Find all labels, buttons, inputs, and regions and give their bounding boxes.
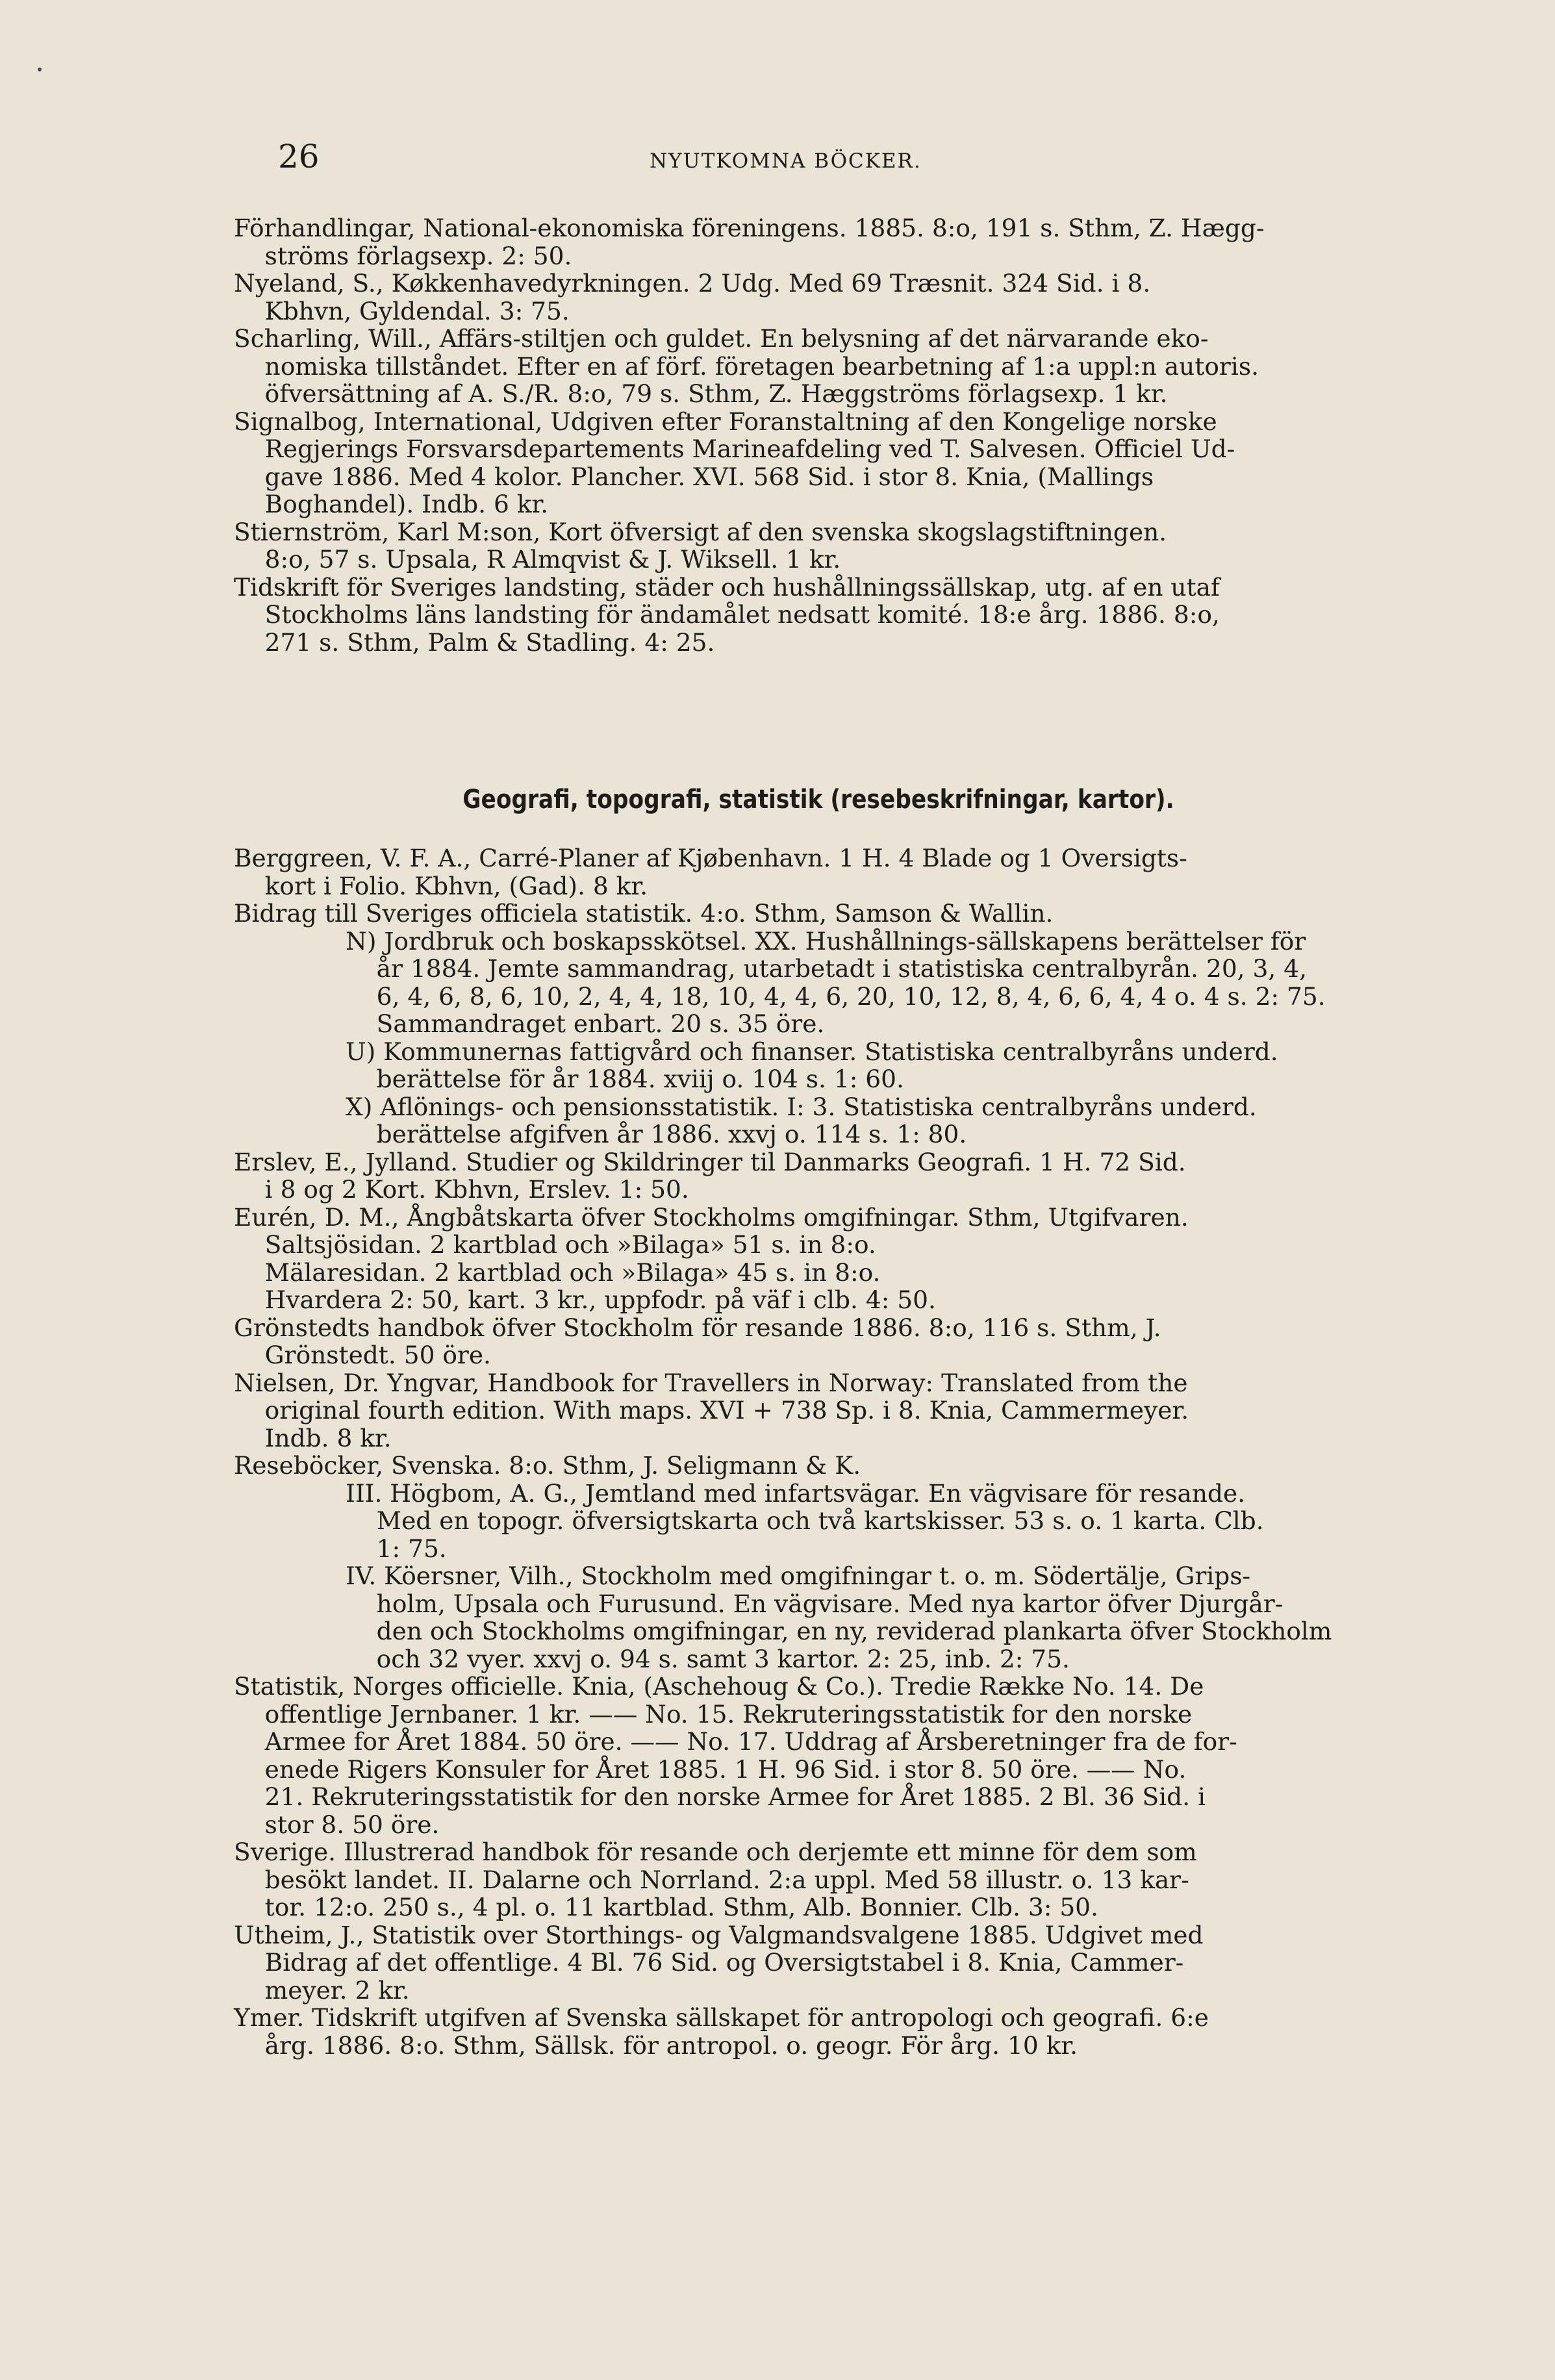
entry-line: Nielsen, Dr. Yngvar, Handbook for Travellers in Norway: Translated from the: [234, 1368, 1188, 1397]
ink-speck: [38, 68, 42, 71]
entry-line: Stiernström, Karl M:son, Kort öfversigt af den svenska skogslagstiftningen.: [234, 517, 1167, 546]
entry-line: Armee for Året 1884. 50 öre. —— No. 17. Uddrag af Årsberetninger fra de for-: [234, 1727, 1237, 1756]
entry-line: III. Högbom, A. G., Jemtland med infartsvägar. En vägvisare för resande.: [346, 1478, 1246, 1508]
entry-line: årg. 1886. 8:o. Sthm, Sällsk. för antropol. o. geogr. För årg. 10 kr.: [234, 2031, 1078, 2060]
bibliography-entry: [234, 1148, 1403, 1204]
entry-line: meyer. 2 kr.: [234, 1975, 410, 2005]
entry-line: holm, Upsala och Furusund. En vägvisare. Med nya kartor öfver Djurgår-: [346, 1589, 1283, 1618]
entry-line: enede Rigers Konsuler for Året 1885. 1 H. 96 Sid. i stor 8. 50 öre. —— No.: [234, 1754, 1187, 1784]
sub-entry: [234, 928, 1403, 1038]
running-title: NYUTKOMNA BÖCKER.: [650, 149, 922, 173]
entry-line: Boghandel). Indb. 6 kr.: [234, 490, 549, 518]
bibliography-entry: [234, 408, 1403, 518]
entry-line: 21. Rekruteringsstatistik for den norske Armee for Året 1885. 2 Bl. 36 Sid. i: [234, 1782, 1206, 1811]
entry-line: Grönstedt. 50 öre.: [234, 1341, 491, 1369]
entry-line: X) Aflönings- och pensionsstatistik. I: 3. Statistiska centralbyråns underd.: [346, 1092, 1257, 1121]
entry-line: Sverige. Illustrerad handbok för resande och derjemte ett minne för dem som: [234, 1838, 1197, 1866]
entry-line: berättelse afgifven år 1886. xxvj o. 114 s. 1: 80.: [346, 1120, 967, 1148]
entry-line: Scharling, Will., Affärs-stiltjen och guldet. En belysning af det närvarande eko-: [234, 324, 1209, 353]
bibliography-entry: [234, 574, 1403, 657]
entry-line: Förhandlingar, National-ekonomiska föreningens. 1885. 8:o, 191 s. Sthm, Z. Hægg-: [234, 214, 1265, 242]
entry-line: U) Kommunernas fattigvård och finanser. Statistiska centralbyråns underd.: [346, 1037, 1278, 1066]
entry-line: Bidrag till Sveriges officiela statistik. 4:o. Sthm, Samson & Wallin.: [234, 899, 1054, 928]
bibliography-entry: [234, 214, 1403, 270]
bibliography-entry: [234, 1204, 1403, 1314]
entry-line: Saltsjösidan. 2 kartblad och »Bilaga» 51 s. in 8:o.: [234, 1230, 876, 1259]
bibliography-entry: [234, 900, 1403, 928]
entry-line: Mälaresidan. 2 kartblad och »Bilaga» 45 s. in 8:o.: [234, 1258, 881, 1287]
page-number: 26: [278, 138, 320, 175]
sub-entry: [234, 1562, 1403, 1673]
entry-line: och 32 vyer. xxvj o. 94 s. samt 3 kartor. 2: 25, inb. 2: 75.: [346, 1644, 1070, 1673]
bibliography-entry: [234, 1673, 1403, 1838]
sub-entry: [234, 1093, 1403, 1148]
bibliography-entry: [234, 1452, 1403, 1480]
entry-line: den och Stockholms omgifningar, en ny, reviderad plankarta öfver Stockholm: [346, 1617, 1332, 1645]
entry-line: 271 s. Sthm, Palm & Stadling. 4: 25.: [234, 627, 715, 657]
entry-line: 8:o, 57 s. Upsala, R Almqvist & J. Wiksell. 1 kr.: [234, 545, 841, 574]
entry-line: Reseböcker, Svenska. 8:o. Sthm, J. Seligmann & K.: [234, 1451, 861, 1480]
bibliography-entry: [234, 325, 1403, 408]
entry-line: Statistik, Norges officielle. Knia, (Aschehoug & Co.). Tredie Række No. 14. De: [234, 1672, 1204, 1701]
entry-line: Nyeland, S., Køkkenhavedyrkningen. 2 Udg. Med 69 Træsnit. 324 Sid. i 8.: [234, 269, 1151, 298]
entry-line: berättelse för år 1884. xviij o. 104 s. 1: 60.: [346, 1065, 904, 1093]
bibliography-entry: [234, 1838, 1403, 1921]
entry-line: Kbhvn, Gyldendal. 3: 75.: [234, 296, 570, 325]
bibliography-entry: [234, 270, 1403, 325]
entries-block-geography: [234, 844, 1403, 2059]
entry-line: original fourth edition. With maps. XVI + 738 Sp. i 8. Knia, Cammermeyer.: [234, 1396, 1189, 1424]
entry-line: N) Jordbruk och boskapsskötsel. XX. Hushållnings-sällskapens berättelser för: [346, 926, 1306, 956]
entry-line: nomiska tillståndet. Efter en af förf. företagen bearbetning af 1:a uppl:n autoris.: [234, 351, 1259, 381]
entry-line: gave 1886. Med 4 kolor. Plancher. XVI. 568 Sid. i stor 8. Knia, (Mallings: [234, 462, 1154, 491]
entry-line: Signalbog, International, Udgiven efter Foranstaltning af den Kongelige norske: [234, 407, 1217, 436]
entry-line: 1: 75.: [346, 1534, 447, 1563]
entry-line: Grönstedts handbok öfver Stockholm för resande 1886. 8:o, 116 s. Sthm, J.: [234, 1313, 1161, 1342]
entry-line: Sammandraget enbart. 20 s. 35 öre.: [346, 1009, 825, 1038]
entry-line: tor. 12:o. 250 s., 4 pl. o. 11 kartblad. Sthm, Alb. Bonnier. Clb. 3: 50.: [234, 1893, 1098, 1921]
bibliography-entry: [234, 1314, 1403, 1369]
entry-line: i 8 og 2 Kort. Kbhvn, Erslev. 1: 50.: [234, 1175, 689, 1204]
entry-line: IV. Köersner, Vilh., Stockholm med omgifningar t. o. m. Södertälje, Grips-: [346, 1562, 1251, 1590]
entry-line: offentlige Jernbaner. 1 kr. —— No. 15. Rekruteringsstatistik for den norske: [234, 1699, 1193, 1728]
entry-line: stor 8. 50 öre.: [234, 1810, 440, 1839]
entry-line: Berggreen, V. F. A., Carré-Planer af Kjøbenhavn. 1 H. 4 Blade og 1 Oversigts-: [234, 844, 1187, 872]
bibliography-entry: [234, 1369, 1403, 1452]
bibliography-entry: [234, 2004, 1403, 2059]
bibliography-entry: [234, 518, 1403, 574]
entry-line: Eurén, D. M., Ångbåtskarta öfver Stockholms omgifningar. Sthm, Utgifvaren.: [234, 1202, 1189, 1232]
bibliography-entry: [234, 1921, 1403, 2005]
section-heading: Geografi, topografi, statistik (resebeskrifningar, kartor).: [462, 785, 1174, 815]
entry-line: Regjerings Forsvarsdepartements Marineafdeling ved T. Salvesen. Officiel Ud-: [234, 435, 1235, 463]
entry-line: Bidrag af det offentlige. 4 Bl. 76 Sid. og Oversigtstabel i 8. Knia, Cammer-: [234, 1948, 1184, 1977]
entry-line: Indb. 8 kr.: [234, 1423, 392, 1452]
entry-line: öfversättning af A. S./R. 8:o, 79 s. Sthm, Z. Hæggströms förlagsexp. 1 kr.: [234, 379, 1168, 408]
bibliography-entry: [234, 844, 1403, 900]
entry-line: Hvardera 2: 50, kart. 3 kr., uppfodr. på väf i clb. 4: 50.: [234, 1285, 936, 1314]
sub-entry: [234, 1038, 1403, 1093]
entry-line: Tidskrift för Sveriges landsting, städer och hushållningssällskap, utg. af en utaf: [234, 572, 1220, 601]
entry-line: Erslev, E., Jylland. Studier og Skildringer til Danmarks Geografi. 1 H. 72 Sid.: [234, 1147, 1186, 1176]
entry-line: år 1884. Jemte sammandrag, utarbetadt i statistiska centralbyrån. 20, 3, 4,: [346, 954, 1308, 983]
entry-line: kort i Folio. Kbhvn, (Gad). 8 kr.: [234, 871, 648, 900]
page-header: [234, 138, 1403, 190]
sub-entry: [234, 1480, 1403, 1563]
entry-line: 6, 4, 6, 8, 6, 10, 2, 4, 4, 18, 10, 4, 4, 6, 20, 10, 12, 8, 4, 6, 6, 4, 4 o. 4 s. 2: 75.: [346, 981, 1326, 1011]
entry-line: besökt landet. II. Dalarne och Norrland. 2:a uppl. Med 58 illustr. o. 13 kar-: [234, 1865, 1189, 1894]
entry-line: Ymer. Tidskrift utgifven af Svenska sällskapet för antropologi och geografi. 6:e: [234, 2003, 1209, 2032]
entry-line: Med en topogr. öfversigtskarta och två kartskisser. 53 s. o. 1 karta. Clb.: [346, 1506, 1264, 1535]
entry-line: Stockholms läns landsting för ändamålet nedsatt komité. 18:e årg. 1886. 8:o,: [234, 600, 1220, 629]
entry-line: ströms förlagsexp. 2: 50.: [234, 241, 572, 270]
entry-line: Utheim, J., Statistik over Storthings- og Valgmandsvalgene 1885. Udgivet med: [234, 1920, 1204, 1949]
entries-block-general: [234, 214, 1403, 656]
